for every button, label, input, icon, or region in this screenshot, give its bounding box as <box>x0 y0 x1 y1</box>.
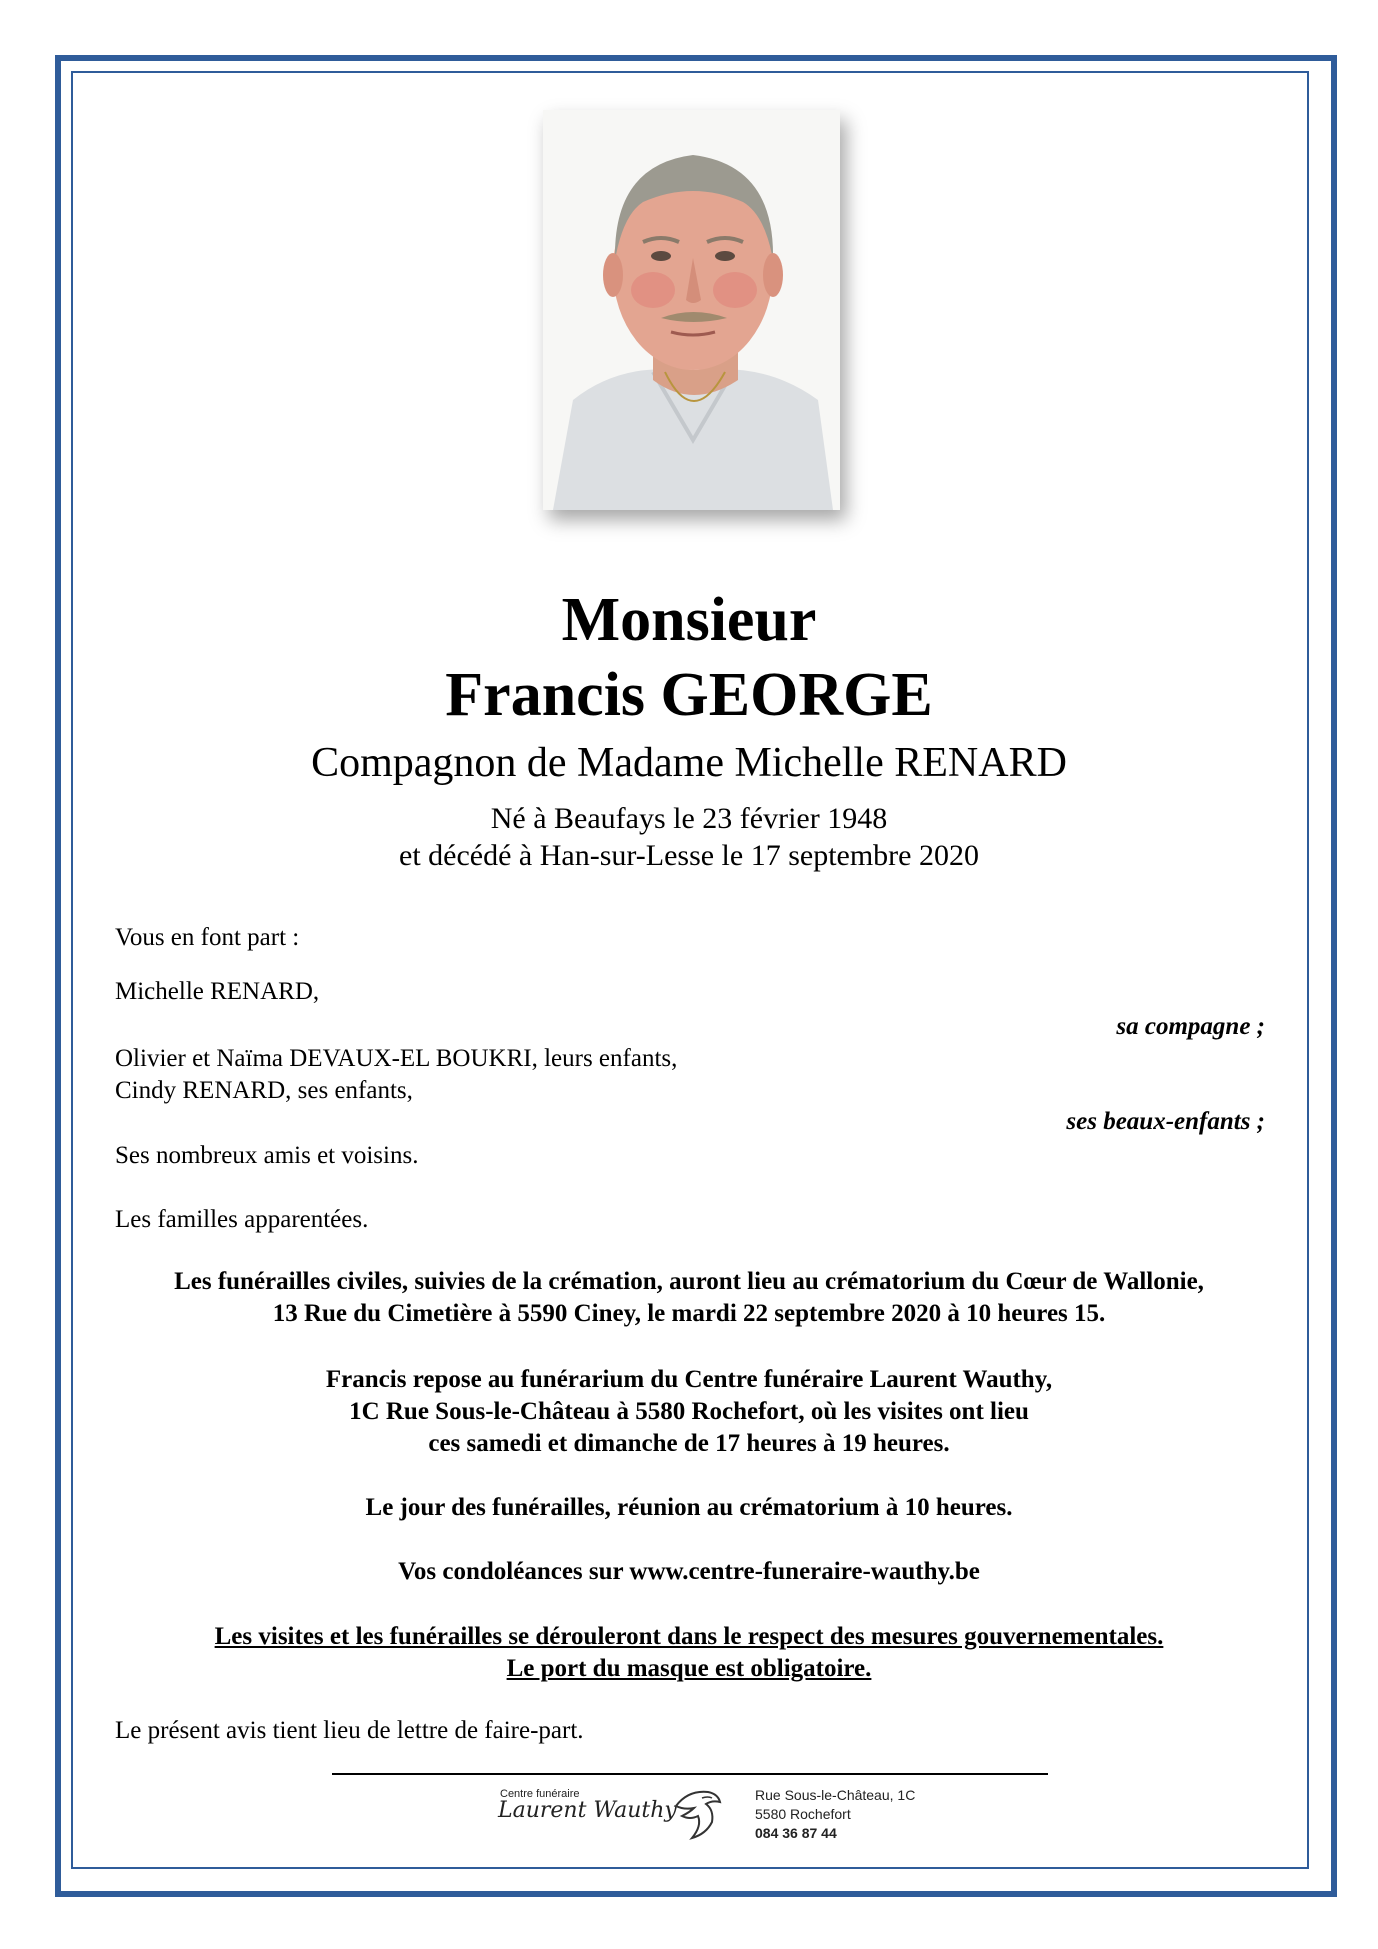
address-street: Rue Sous-le-Château, 1C <box>755 1787 916 1803</box>
funeral-info <box>100 1266 1278 1330</box>
footer-address <box>755 1786 915 1843</box>
family-role: ses beaux-enfants ; <box>1066 1108 1265 1135</box>
address-city: 5580 Rochefort <box>755 1806 851 1822</box>
meeting-info <box>100 1492 1278 1524</box>
rest-line: ces samedi et dimanche de 17 heures à 19 heures. <box>428 1430 950 1457</box>
rest-line: Francis repose au funérarium du Centre funéraire Laurent Wauthy, <box>325 1366 1053 1393</box>
notice-line: Les visites et les funérailles se dérouleront dans le respect des mesures gouvernementales. <box>214 1623 1164 1650</box>
birth-line: Né à Beaufays le 23 février 1948 <box>490 802 888 835</box>
relation-line: Compagnon de Madame Michelle RENARD <box>311 740 1067 786</box>
deceased-name: Francis GEORGE <box>445 661 933 729</box>
family-line: Les familles apparentées. <box>115 1206 369 1233</box>
funeral-line: Les funérailles civiles, suivies de la crémation, auront lieu au crématorium du Cœur de Wallonie, <box>174 1268 1204 1295</box>
honorific-title: Monsieur <box>561 586 817 654</box>
family-line: Cindy RENARD, ses enfants, <box>115 1077 413 1104</box>
logo-script-text: Laurent Wauthy <box>498 1798 677 1823</box>
rest-line: 1C Rue Sous-le-Château à 5580 Rochefort, où les visites ont lieu <box>349 1398 1029 1425</box>
meeting-line: Le jour des funérailles, réunion au crématorium à 10 heures. <box>365 1494 1013 1521</box>
logo-small-text: Centre funéraire <box>500 1788 580 1800</box>
intro-line: Vous en font part : <box>115 924 300 951</box>
family-line: Ses nombreux amis et voisins. <box>115 1142 419 1169</box>
notice-line: Le port du masque est obligatoire. <box>506 1655 872 1682</box>
family-line: Michelle RENARD, <box>115 978 320 1005</box>
dove-logo-icon <box>668 1780 724 1842</box>
address-phone: 084 36 87 44 <box>755 1825 837 1841</box>
death-line: et décédé à Han-sur-Lesse le 17 septembre 2020 <box>399 839 979 872</box>
family-line: Olivier et Naïma DEVAUX-EL BOUKRI, leurs enfants, <box>115 1045 678 1072</box>
rest-info <box>100 1364 1278 1460</box>
condolences-info <box>100 1556 1278 1588</box>
portrait-photo <box>543 110 840 510</box>
footer-divider <box>332 1773 1048 1775</box>
funeral-line: 13 Rue du Cimetière à 5590 Ciney, le mardi 22 septembre 2020 à 10 heures 15. <box>272 1300 1106 1327</box>
covid-notice <box>100 1621 1278 1685</box>
closing-line: Le présent avis tient lieu de lettre de faire-part. <box>115 1717 584 1744</box>
family-role: sa compagne ; <box>1116 1013 1265 1040</box>
condolences-line[interactable]: Vos condoléances sur www.centre-funeraire-wauthy.be <box>398 1558 980 1585</box>
